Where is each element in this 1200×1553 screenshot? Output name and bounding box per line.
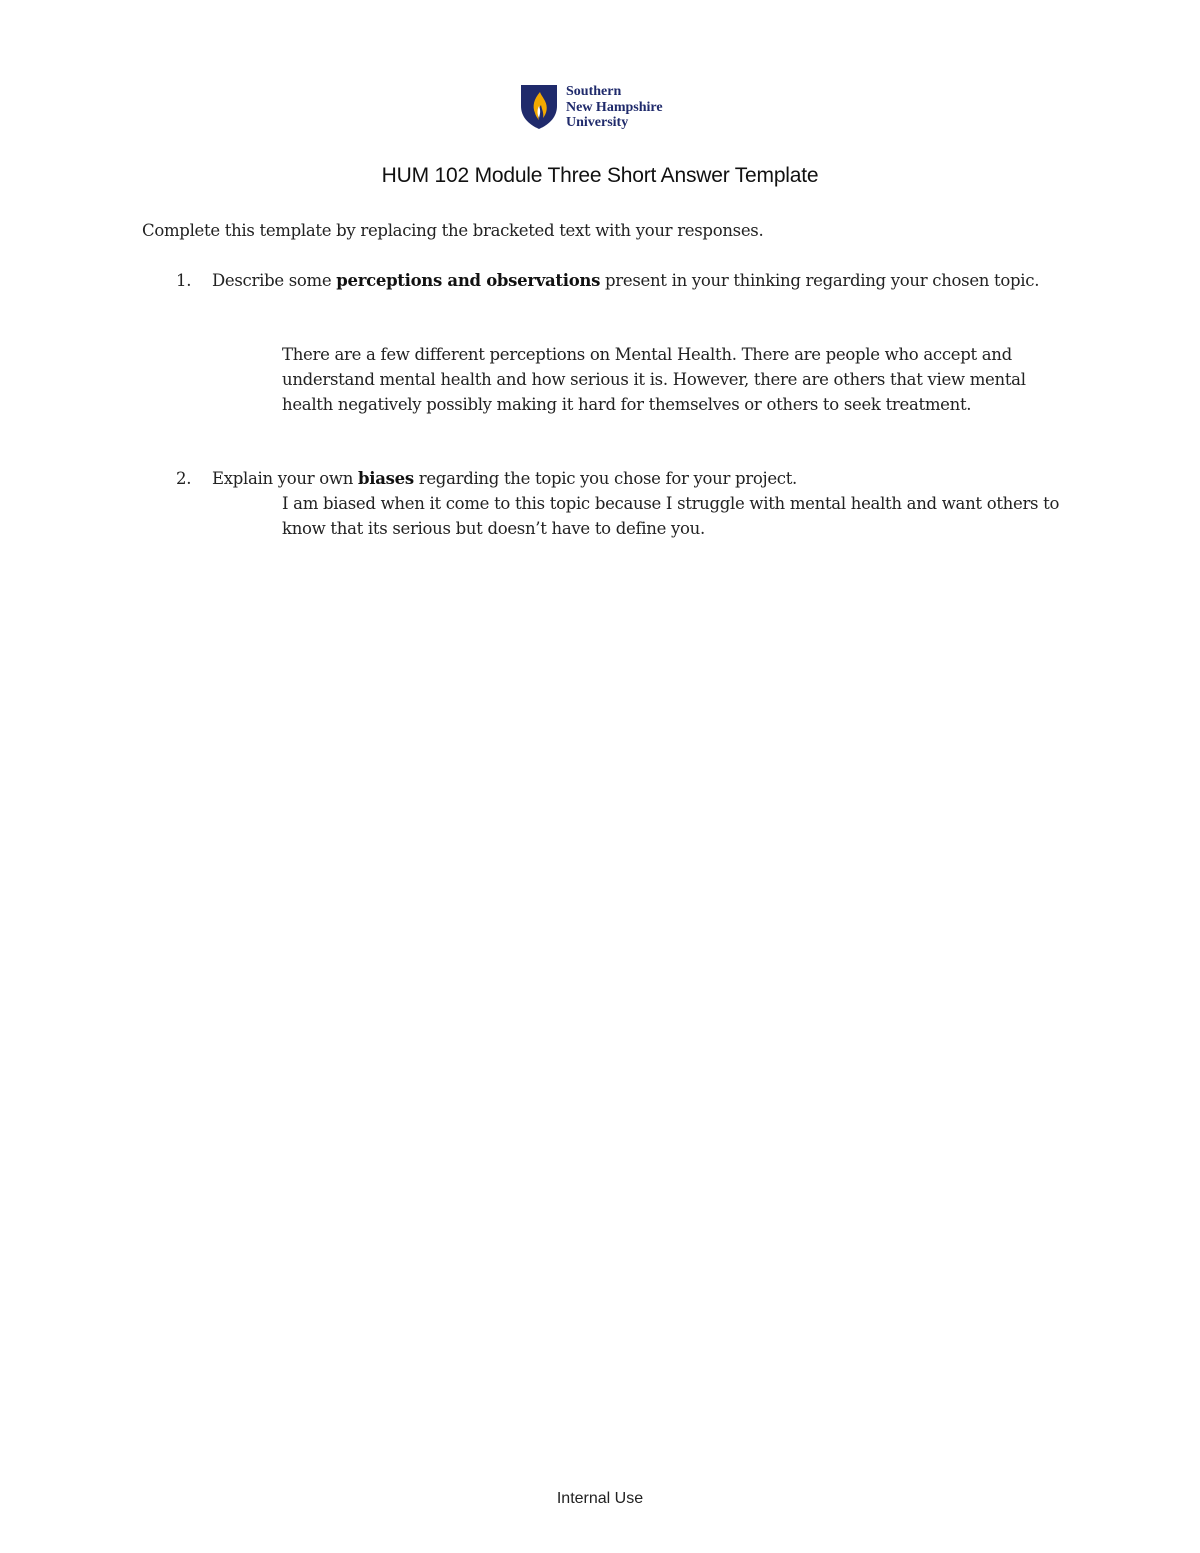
logo-wordmark [566, 84, 663, 131]
question-text-end: regarding the topic you chose for your project. [413, 469, 798, 488]
question-text-end: present in your thinking regarding your chosen topic. [600, 271, 1040, 290]
question-text [212, 466, 1042, 491]
footer-label: Internal Use [556, 1490, 644, 1507]
question-keyword: biases [358, 469, 414, 488]
question-number: 1. [176, 271, 192, 290]
answer-1: There are a few different perceptions on Mental Health. There are people who accept and understand mental health and how serious it is. However, there are others that view mental health negatively possibly making it hard for themselves or others to seek treatment. [282, 345, 1026, 414]
question-keyword: perceptions and observations [336, 271, 601, 290]
question-number: 2. [176, 469, 192, 488]
question-text-start: Explain your own [212, 469, 359, 488]
document-title: HUM 102 Module Three Short Answer Template [381, 164, 819, 187]
instructions-text: Complete this template by replacing the bracketed text with your responses. [142, 221, 764, 240]
answer-2: I am biased when it come to this topic because I struggle with mental health and want others to know that its serious but doesn’t have to define you. [282, 494, 1060, 538]
shield-flame-icon [520, 84, 558, 130]
logo-line-3: University [566, 115, 629, 130]
question-text-start: Describe some [212, 271, 337, 290]
logo-line-1: Southern [566, 84, 622, 99]
question-text [212, 268, 1042, 293]
logo-line-2: New Hampshire [566, 99, 663, 115]
university-logo [520, 84, 663, 131]
